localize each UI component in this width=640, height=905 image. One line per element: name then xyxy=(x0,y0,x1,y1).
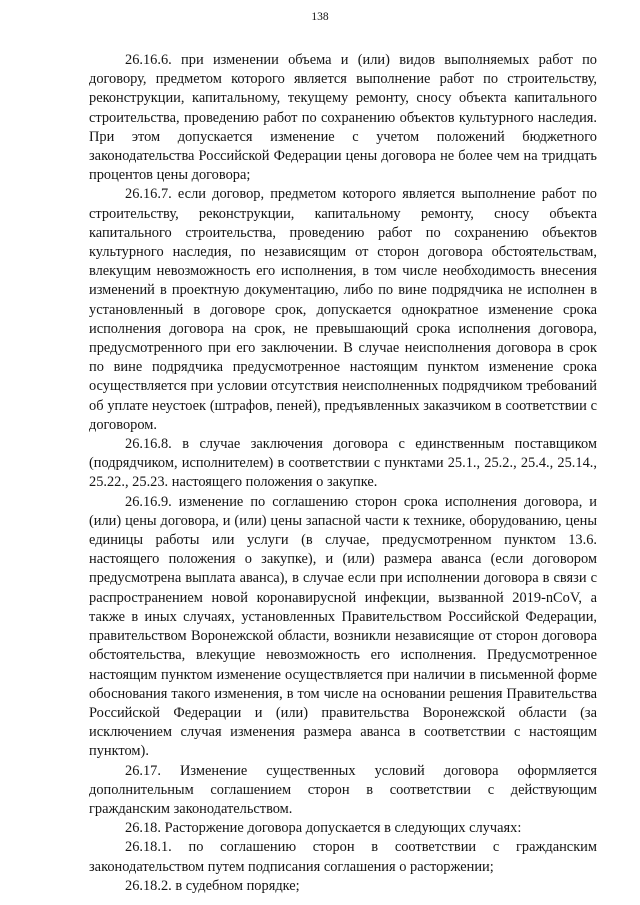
page-number: 138 xyxy=(311,11,329,23)
paragraph-26-16-9: 26.16.9. изменение по соглашению сторон срока исполнения договора, и (или) цены договора, и (или) цены запасной части к технике, оборудованию, цены единицы работы или услуги (в случае, предусмотренном пунктом 13.6. настоящего положения о закупке), и (или) размера аванса (если договором предусмотрена выплата аванса), в случае если при исполнении договора в связи с распространением новой коронавирусной инфекции, вызванной 2019-nCoV, а также в иных случаях, установленных Правительством Российской Федерации, правительством Воронежской области, возникли независящие от сторон договора обстоятельства, влекущие невозможность его исполнения. Предусмотренное настоящим пунктом изменение осуществляется при наличии в письменной форме обоснования такого изменения, в том числе на основании решения Правительства Российской Федерации и (или) правительства Воронежской области (за исключением случая изменения размера аванса в соответствии с настоящим пунктом). xyxy=(89,493,597,760)
paragraph-26-16-7: 26.16.7. если договор, предметом которого является выполнение работ по строительству, реконструкции, капитальному ремонту, сносу объекта капитального строительства, проведению работ по сохранению объектов культурного наследия, по независящим от сторон договора обстоятельствам, влекущим невозможность его исполнения, в том числе необходимость внесения изменений в проектную документацию, либо по вине подрядчика не исполнен в установленный в договоре срок, допускается однократное изменение срока исполнения договора на срок, не превышающий срока исполнения договора, предусмотренного при его заключении. В случае неисполнения договора в срок по вине подрядчика предусмотренное настоящим пунктом изменение срока осуществляется при условии отсутствия неисполненных подрядчиком требований об уплате неустоек (штрафов, пеней), предъявленных заказчиком в соответствии с договором. xyxy=(89,186,597,433)
paragraph-26-16-6: 26.16.6. при изменении объема и (или) видов выполняемых работ по договору, предметом которого является выполнение работ по строительству, реконструкции, капитальному, текущему ремонту, сносу объекта капитального строительства, проведению работ по сохранению объектов культурного наследия. При этом допускается изменение с учетом положений бюджетного законодательства Российской Федерации цены договора не более чем на тридцать процентов цены договора; xyxy=(89,52,597,184)
paragraph-26-18: 26.18. Расторжение договора допускается в следующих случаях: xyxy=(125,820,522,837)
paragraph-26-17: 26.17. Изменение существенных условий договора оформляется дополнительным соглашением сторон в соответствии с действующим гражданским законодательством. xyxy=(89,762,597,817)
paragraph-26-16-8: 26.16.8. в случае заключения договора с единственным поставщиком (подрядчиком, исполнителем) в соответствии с пунктами 25.1., 25.2., 25.4., 25.14., 25.22., 25.23. настоящего положения о закупке. xyxy=(89,436,597,491)
paragraph-26-18-2: 26.18.2. в судебном порядке; xyxy=(125,877,300,894)
paragraph-26-18-1: 26.18.1. по соглашению сторон в соответствии с гражданским законодательством путем подписания соглашения о расторжении; xyxy=(89,839,597,875)
document-body xyxy=(89,51,597,896)
